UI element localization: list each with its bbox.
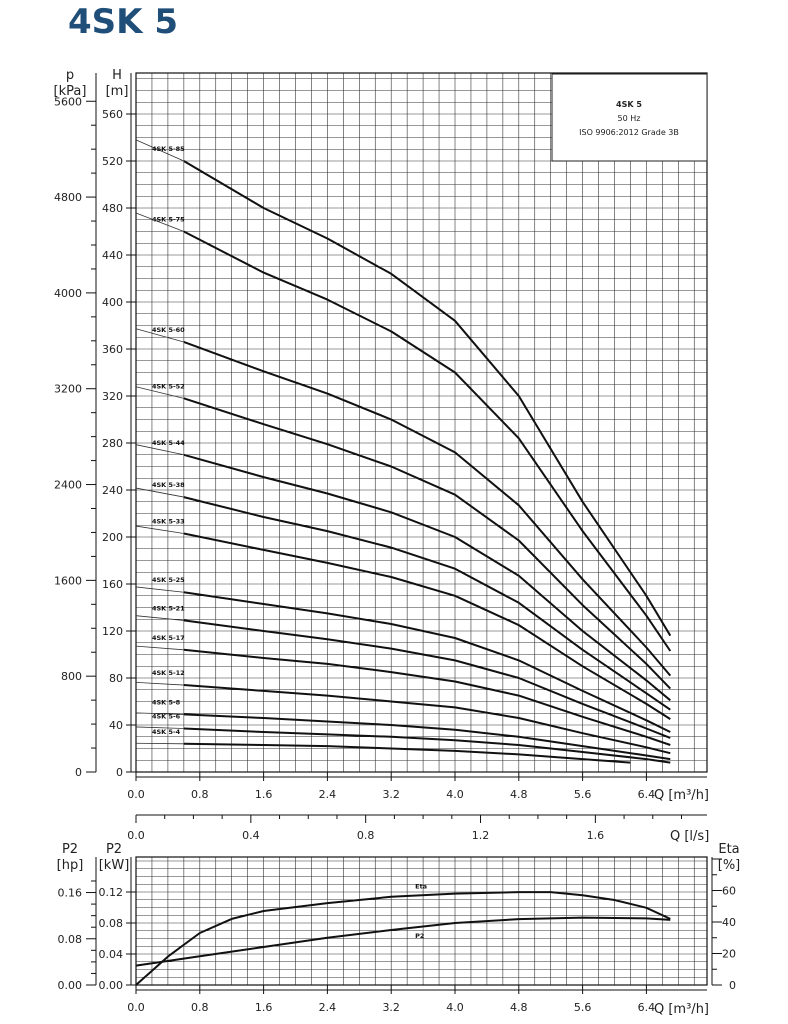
bottom-flow-axis-title: Q [m³/h]	[654, 1002, 710, 1017]
head-curve	[184, 685, 671, 753]
head-curve-extension	[136, 646, 184, 650]
head-curve	[184, 398, 671, 688]
hp-axis-unit: [hp]	[56, 858, 84, 873]
head-tick-label: 520	[102, 155, 123, 168]
head-tick-label: 120	[102, 625, 123, 638]
head-curve-label: 4SK 5-17	[151, 633, 185, 642]
flow-tick-label: 4.8	[510, 1001, 528, 1014]
head-curve-label: 4SK 5-21	[151, 604, 185, 613]
head-tick-label: 240	[102, 484, 123, 497]
kw-axis-unit: [kW]	[98, 858, 130, 873]
flow-tick-label: 6.4	[637, 788, 656, 801]
power-chart-axes	[58, 857, 737, 1014]
head-curve	[184, 455, 671, 701]
flow-ls-tick-label: 1.6	[586, 829, 605, 842]
top-flow-axis-title: Q [m³/h]	[654, 788, 710, 803]
pressure-axis-unit: [kPa]	[53, 84, 87, 99]
kw-tick-label: 0.12	[98, 886, 123, 899]
head-tick-label: 560	[102, 108, 123, 121]
head-chart-grid	[136, 73, 707, 772]
head-curve	[184, 592, 671, 732]
head-curve-label: 4SK 5-12	[151, 669, 185, 678]
head-curve-label: 4SK 5-60	[151, 325, 185, 334]
head-curve-extension	[136, 526, 184, 533]
head-tick-label: 440	[102, 249, 123, 262]
head-curve-extension	[136, 616, 184, 621]
head-curve-label: 4SK 5-85	[151, 145, 185, 153]
flow-ls-axis	[127, 815, 710, 844]
head-curve-label: 4SK 5-52	[151, 382, 185, 391]
eta-tick-label: 60	[722, 884, 736, 898]
flow-tick-label: 1.6	[254, 1001, 273, 1014]
flow-tick-label: 4.0	[446, 788, 464, 801]
head-tick-label: 280	[102, 437, 123, 450]
info-box	[552, 74, 707, 161]
head-tick-label: 320	[102, 390, 123, 403]
head-tick-label: 40	[109, 719, 123, 732]
flow-ls-tick-label: 1.2	[471, 829, 490, 842]
head-axis-unit: [m]	[105, 84, 129, 99]
head-tick-label: 160	[102, 578, 123, 591]
kw-axis-title: P2	[105, 842, 123, 857]
hp-tick-label: 0.08	[57, 932, 82, 946]
flow-ls-tick-label: 0.8	[356, 829, 375, 842]
head-curve	[184, 161, 671, 636]
pressure-tick-label: 4000	[54, 286, 82, 300]
flow-tick-label: 3.2	[382, 788, 400, 801]
head-curve-label: 4SK 5-8	[151, 698, 181, 707]
head-curve-extension	[136, 743, 184, 744]
info-box-frequency: 50 Hz	[617, 114, 641, 123]
flow-ls-tick-label: 0.4	[242, 829, 260, 842]
hp-axis-title: P2	[61, 842, 79, 857]
flow-tick-label: 4.8	[510, 788, 528, 801]
kw-tick-label: 0.08	[98, 917, 123, 930]
flow-tick-label: 3.2	[382, 1001, 400, 1014]
hp-tick-label: 0.16	[57, 886, 82, 900]
eta-tick-label: 0	[729, 979, 736, 992]
head-tick-label: 200	[102, 531, 123, 544]
head-curve-label: 4SK 5-25	[151, 576, 185, 585]
eta-axis-title: Eta	[718, 842, 740, 857]
eta-curve-label: Eta	[415, 882, 428, 891]
flow-ls-axis-title: Q [l/s]	[670, 829, 710, 844]
flow-ls-tick-label: 0.0	[127, 829, 145, 842]
head-curve-extension	[136, 488, 184, 497]
power-chart-grid	[136, 857, 707, 985]
flow-tick-label: 2.4	[318, 1001, 337, 1014]
pressure-tick-label: 800	[61, 670, 82, 684]
flow-tick-label: 0.0	[127, 788, 145, 801]
kw-tick-label: 0.04	[98, 948, 123, 961]
pressure-tick-label: 3200	[54, 382, 82, 396]
head-curve-labels	[152, 145, 185, 736]
hp-tick-label: 0.00	[57, 979, 82, 992]
pressure-tick-label: 4800	[54, 191, 82, 205]
pressure-tick-label: 0	[75, 766, 82, 779]
head-curve-label: 4SK 5-6	[151, 712, 181, 721]
flow-tick-label: 0.0	[127, 1001, 145, 1014]
head-curve-extension	[136, 682, 184, 685]
p2-curve-label: P2	[415, 932, 425, 941]
head-curve-label: 4SK 5-75	[151, 215, 185, 224]
flow-tick-label: 0.8	[191, 1001, 209, 1014]
info-box-standard: ISO 9906:2012 Grade 3B	[579, 128, 679, 137]
head-curve	[184, 342, 671, 676]
head-axis-title: H	[112, 68, 122, 83]
pressure-tick-label: 1600	[54, 574, 82, 588]
head-curve-extension	[136, 587, 184, 592]
pressure-tick-label: 2400	[54, 478, 82, 492]
head-tick-label: 360	[102, 343, 123, 356]
flow-tick-label: 2.4	[318, 788, 337, 801]
pressure-tick-label: 5600	[54, 95, 82, 109]
head-curve-label: 4SK 5-4	[151, 727, 181, 736]
info-box-model: 4SK 5	[616, 100, 642, 109]
flow-tick-label: 1.6	[254, 788, 273, 801]
eta-axis-unit: [%]	[717, 858, 741, 873]
page-title: 4SK 5	[68, 2, 178, 42]
head-curves	[136, 140, 670, 763]
head-tick-label: 80	[109, 672, 123, 685]
head-curve-label: 4SK 5-44	[151, 438, 185, 447]
eta-tick-label: 40	[722, 916, 736, 929]
head-tick-label: 480	[102, 202, 123, 215]
kw-tick-label: 0.00	[98, 979, 123, 992]
head-tick-label: 400	[102, 296, 123, 309]
flow-tick-label: 4.0	[446, 1001, 464, 1014]
head-tick-label: 0	[116, 766, 123, 779]
head-curve-label: 4SK 5-38	[151, 481, 185, 490]
eta-tick-label: 20	[722, 947, 736, 961]
pressure-axis-title: p	[65, 68, 75, 83]
head-curve	[184, 620, 671, 738]
flow-tick-label: 5.6	[573, 788, 592, 801]
flow-tick-label: 0.8	[191, 788, 209, 801]
flow-tick-label: 6.4	[637, 1001, 656, 1014]
plot-frame	[136, 73, 707, 772]
flow-tick-label: 5.6	[573, 1001, 592, 1014]
head-curve-label: 4SK 5-33	[151, 517, 185, 526]
